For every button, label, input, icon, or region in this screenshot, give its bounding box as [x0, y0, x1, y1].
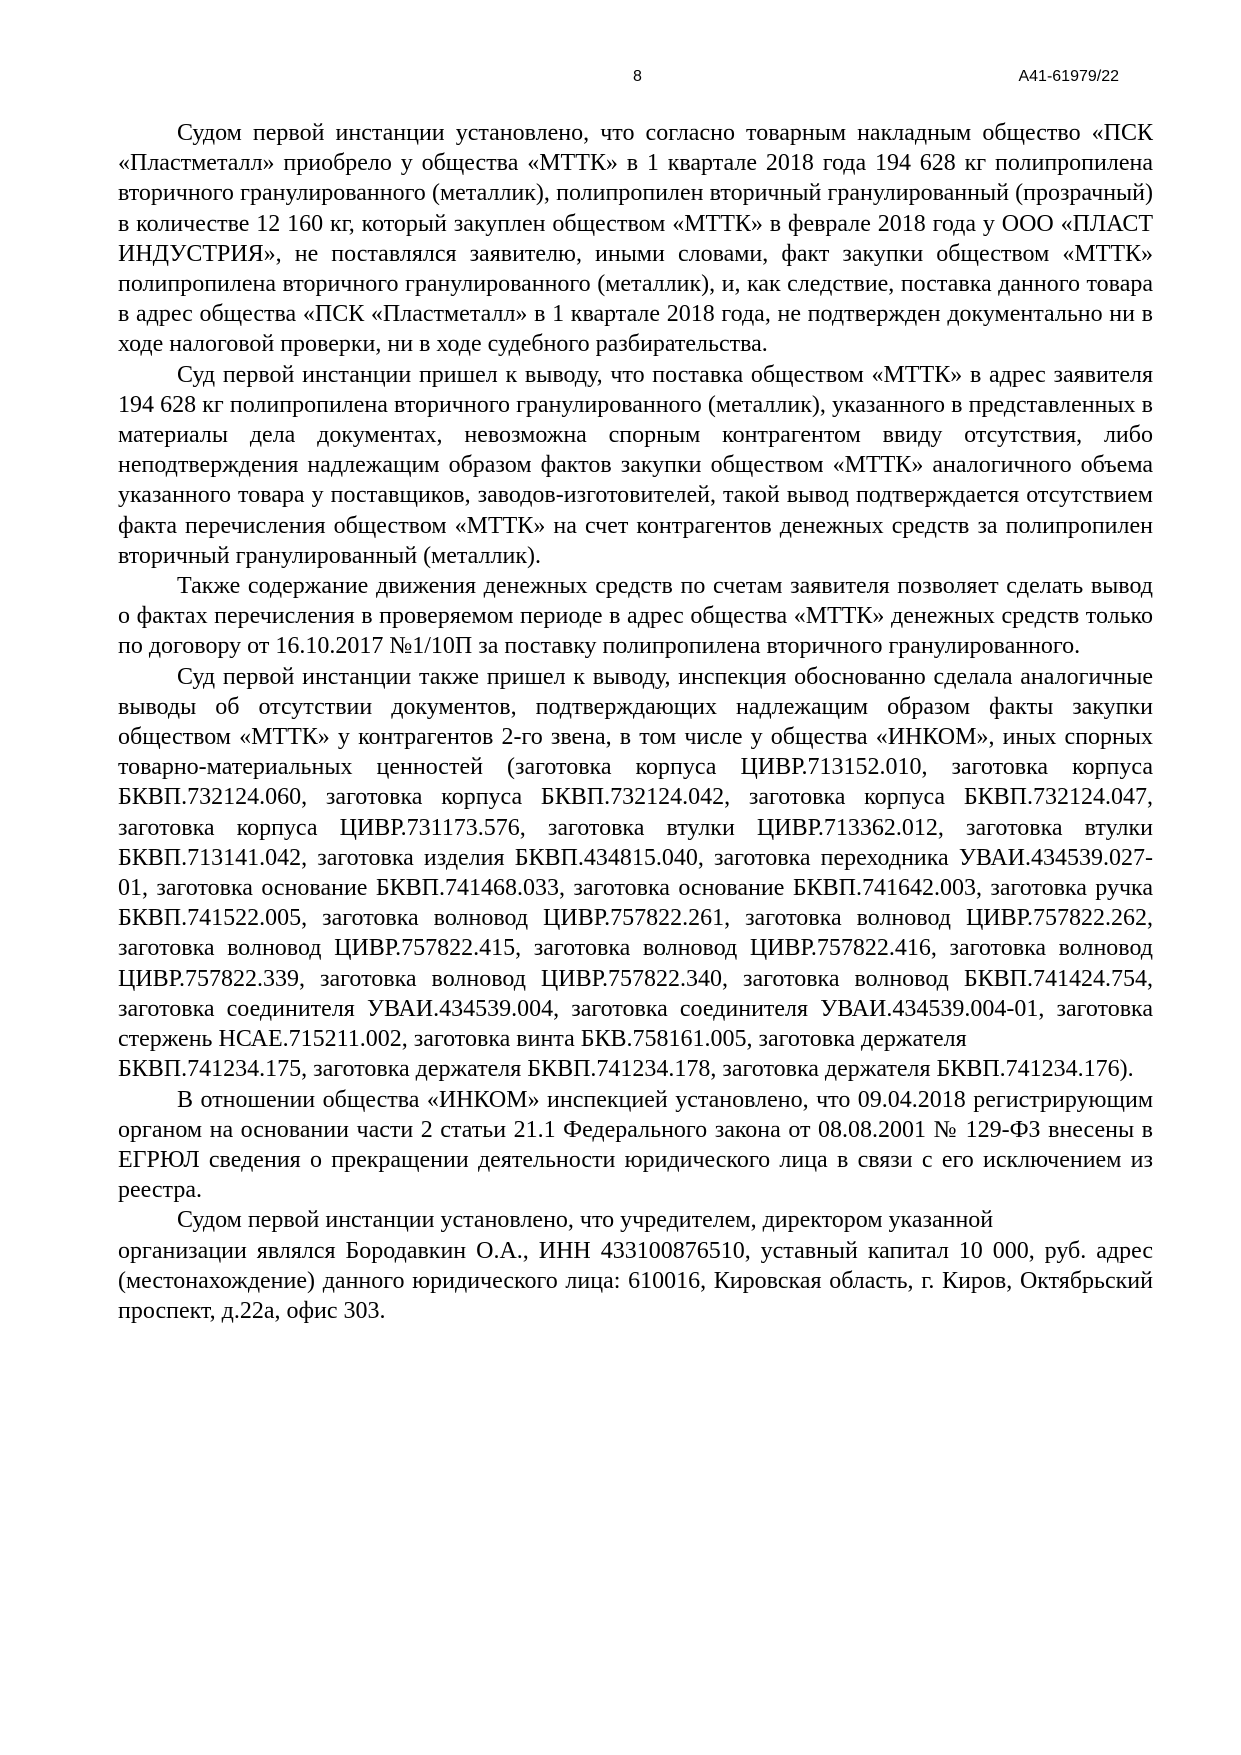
- page-number: 8: [633, 68, 642, 85]
- paragraph-4: Суд первой инстанции также пришел к выводу, инспекция обоснованно сделала аналогичные выводы об отсутствии документов, подтверждающих надлежащим образом факты закупки обществом «МТТК» у контрагентов 2-го звена, в том числе у общества «ИНКОМ», иных спорных товарно-материальных ценностей (заготовка корпуса ЦИВР.713152.010, заготовка корпуса БКВП.732124.060, заготовка корпуса БКВП.732124.042, заготовка корпуса БКВП.732124.047, заготовка корпуса ЦИВР.731173.576, заготовка втулки ЦИВР.713362.012, заготовка втулки БКВП.713141.042, заготовка изделия БКВП.434815.040, заготовка переходника УВАИ.434539.027-01, заготовка основание БКВП.741468.033, заготовка основание БКВП.741642.003, заготовка ручка БКВП.741522.005, заготовка волновод ЦИВР.757822.261, заготовка волновод ЦИВР.757822.262, заготовка волновод ЦИВР.757822.415, заготовка волновод ЦИВР.757822.416, заготовка волновод ЦИВР.757822.339, заготовка волновод ЦИВР.757822.340, заготовка волновод БКВП.741424.754, заготовка соединителя УВАИ.434539.004, заготовка соединителя УВАИ.434539.004-01, заготовка стержень НСАЕ.715211.002, заготовка винта БКВ.758161.005, заготовка держателя: [118, 663, 1153, 1053]
- paragraph-5: В отношении общества «ИНКОМ» инспекцией установлено, что 09.04.2018 регистрирующим органом на основании части 2 статьи 21.1 Федерального закона от 08.08.2001 № 129-ФЗ внесены в ЕГРЮЛ сведения о прекращении деятельности юридического лица в связи с его исключением из реестра.: [118, 1086, 1153, 1204]
- paragraph-4-continuation: БКВП.741234.175, заготовка держателя БКВП.741234.178, заготовка держателя БКВП.741234.176).: [118, 1056, 1134, 1083]
- paragraph-6: Судом первой инстанции установлено, что учредителем, директором указанной: [177, 1207, 994, 1234]
- document-body: [118, 118, 1153, 1326]
- paragraph-2: Суд первой инстанции пришел к выводу, что поставка обществом «МТТК» в адрес заявителя 194 628 кг полипропилена вторичного гранулированного (металлик), указанного в представленных в материалы дела документах, невозможна спорным контрагентом ввиду отсутствия, либо неподтверждения надлежащим образом фактов закупки обществом «МТТК» аналогичного объема указанного товара у поставщиков, заводов-изготовителей, такой вывод подтверждается отсутствием факта перечисления обществом «МТТК» на счет контрагентов денежных средств за полипропилен вторичный гранулированный (металлик).: [118, 361, 1153, 569]
- page-header: [0, 68, 1241, 92]
- case-number: А41-61979/22: [1018, 68, 1119, 85]
- paragraph-6-continuation: организации являлся Бородавкин О.А., ИНН 433100876510, уставный капитал 10 000, руб. адрес (местонахождение) данного юридического лица: 610016, Кировская область, г. Киров, Октябрьский проспект, д.22а, офис 303.: [118, 1237, 1153, 1324]
- paragraph-3: Также содержание движения денежных средств по счетам заявителя позволяет сделать вывод о фактах перечисления в проверяемом периоде в адрес общества «МТТК» денежных средств только по договору от 16.10.2017 №1/10П за поставку полипропилена вторичного гранулированного.: [118, 573, 1153, 660]
- paragraph-1: Судом первой инстанции установлено, что согласно товарным накладным общество «ПСК «Пластметалл» приобрело у общества «МТТК» в 1 квартале 2018 года 194 628 кг полипропилена вторичного гранулированного (металлик), полипропилен вторичный гранулированный (прозрачный) в количестве 12 160 кг, который закуплен обществом «МТТК» в феврале 2018 года у ООО «ПЛАСТ ИНДУСТРИЯ», не поставлялся заявителю, иными словами, факт закупки обществом «МТТК» полипропилена вторичного гранулированного (металлик), и, как следствие, поставка данного товара в адрес общества «ПСК «Пластметалл» в 1 квартале 2018 года, не подтвержден документально ни в ходе налоговой проверки, ни в ходе судебного разбирательства.: [118, 120, 1153, 358]
